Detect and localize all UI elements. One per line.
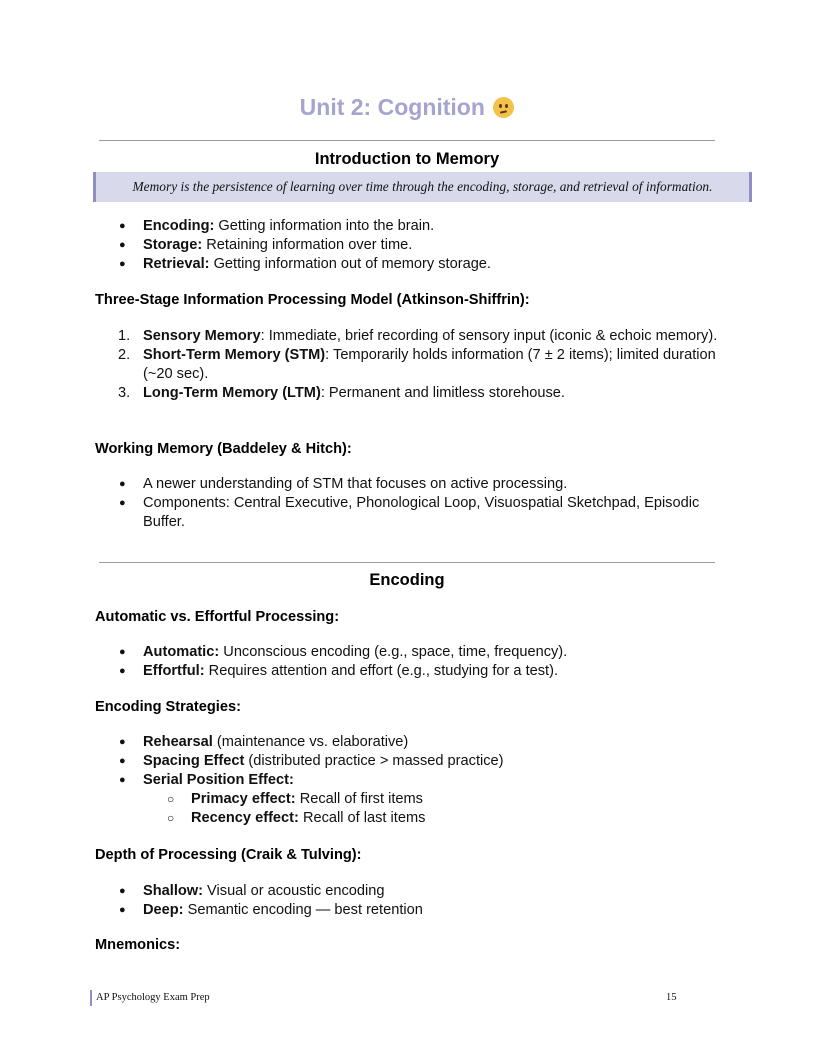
unit-title	[0, 93, 814, 121]
depth-heading: Depth of Processing (Craik & Tulving):	[95, 847, 362, 863]
list-item: ● Automatic: Unconscious encoding (e.g., space, time, frequency).	[95, 643, 735, 662]
thinking-face-icon	[493, 97, 514, 118]
strategies-heading: Encoding Strategies:	[95, 699, 241, 715]
list-item: ● Rehearsal (maintenance vs. elaborative)	[95, 733, 735, 752]
depth-list	[95, 882, 735, 920]
working-memory-list	[95, 475, 735, 532]
memory-definition-callout: Memory is the persistence of learning over time through the encoding, storage, and retrieval of information.	[93, 172, 752, 202]
memory-stages-list	[95, 217, 735, 274]
list-item: 1. Sensory Memory: Immediate, brief recording of sensory input (iconic & echoic memory).	[118, 328, 718, 344]
processing-list	[95, 643, 735, 681]
list-item: ● Encoding: Getting information into the brain.	[95, 217, 735, 236]
list-item: ○ Recency effect: Recall of last items	[143, 809, 735, 828]
divider	[99, 562, 715, 563]
section-title-intro: Introduction to Memory	[314, 150, 500, 168]
page-number: 15	[666, 992, 677, 1003]
atkinson-shiffrin-list	[95, 327, 735, 403]
working-memory-heading: Working Memory (Baddeley & Hitch):	[95, 441, 352, 457]
divider	[99, 140, 715, 141]
mnemonics-heading: Mnemonics:	[95, 937, 181, 953]
unit-title-text: Unit 2: Cognition	[299, 94, 485, 120]
list-item: ● Shallow: Visual or acoustic encoding	[95, 882, 735, 901]
list-item: ● Effortful: Requires attention and effort (e.g., studying for a test).	[95, 662, 735, 681]
serial-position-sublist	[143, 790, 735, 828]
list-item: ● Deep: Semantic encoding — best retention	[95, 901, 735, 920]
list-item: 2. Short-Term Memory (STM): Temporarily holds information (7 ± 2 items); limited duration (~20 sec).	[118, 347, 716, 382]
list-item: ○ Primacy effect: Recall of first items	[143, 790, 735, 809]
strategies-list	[95, 733, 735, 828]
section-title-encoding: Encoding	[369, 571, 445, 589]
footer-title: AP Psychology Exam Prep	[90, 990, 210, 1006]
list-item: ● Spacing Effect (distributed practice > massed practice)	[95, 752, 735, 771]
processing-heading: Automatic vs. Effortful Processing:	[95, 609, 340, 625]
list-item: 3. Long-Term Memory (LTM): Permanent and limitless storehouse.	[118, 385, 565, 401]
list-item: ● Retrieval: Getting information out of memory storage.	[95, 255, 735, 274]
list-item: ● Components: Central Executive, Phonological Loop, Visuospatial Sketchpad, Episodic Buffer.	[95, 494, 735, 532]
list-item: ● Serial Position Effect: ○ Primacy effect: Recall of first items ○ Recency effect: Recall of last items	[95, 771, 735, 828]
model-heading: Three-Stage Information Processing Model (Atkinson-Shiffrin):	[95, 292, 530, 308]
list-item: ● Storage: Retaining information over time.	[95, 236, 735, 255]
list-item: ● A newer understanding of STM that focuses on active processing.	[95, 475, 735, 494]
